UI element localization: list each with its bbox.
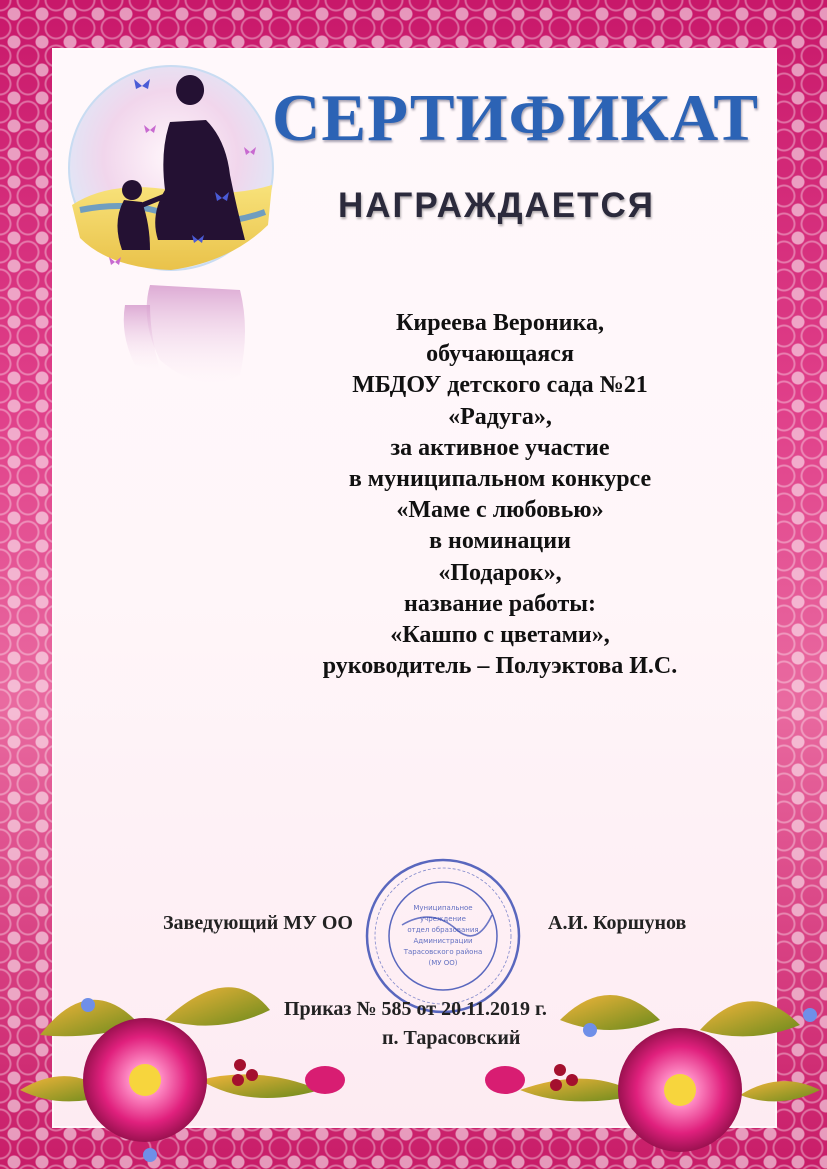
award-line: обучающаяся	[426, 341, 574, 368]
award-line: МБДОУ детского сада №21	[352, 372, 648, 399]
award-line: «Подарок»,	[438, 559, 562, 586]
place-name: п. Тарасовский	[382, 1027, 521, 1049]
award-line: название работы:	[404, 590, 596, 617]
award-line: Киреева Вероника,	[396, 310, 604, 336]
order-reference: Приказ № 585 от 20.11.2019 г.	[284, 998, 547, 1020]
official-stamp	[362, 855, 524, 1017]
stamp-line: Тарасовского района	[403, 948, 483, 956]
award-line: за активное участие	[390, 434, 610, 461]
award-text	[250, 308, 750, 682]
award-line: в номинации	[429, 528, 571, 555]
certificate-title: СЕРТИФИКАТ	[272, 81, 760, 155]
stamp-line: (МУ ОО)	[428, 959, 458, 967]
award-line: «Маме с любовью»	[396, 497, 604, 524]
signature-name: А.И. Коршунов	[548, 912, 687, 934]
stamp-line: учреждение	[420, 915, 466, 923]
signature-position: Заведующий МУ ОО	[163, 912, 353, 934]
award-line: руководитель – Полуэктова И.С.	[322, 653, 678, 680]
award-line: в муниципальном конкурсе	[348, 466, 652, 493]
stamp-line: отдел образования	[407, 926, 479, 934]
stamp-line: Муниципальное	[413, 904, 473, 912]
award-line: «Радуга»,	[448, 403, 552, 430]
award-line: «Кашпо с цветами»,	[390, 622, 610, 649]
stamp-line: Администрации	[413, 937, 473, 945]
certificate-subtitle: НАГРАЖДАЕТСЯ	[338, 186, 655, 225]
